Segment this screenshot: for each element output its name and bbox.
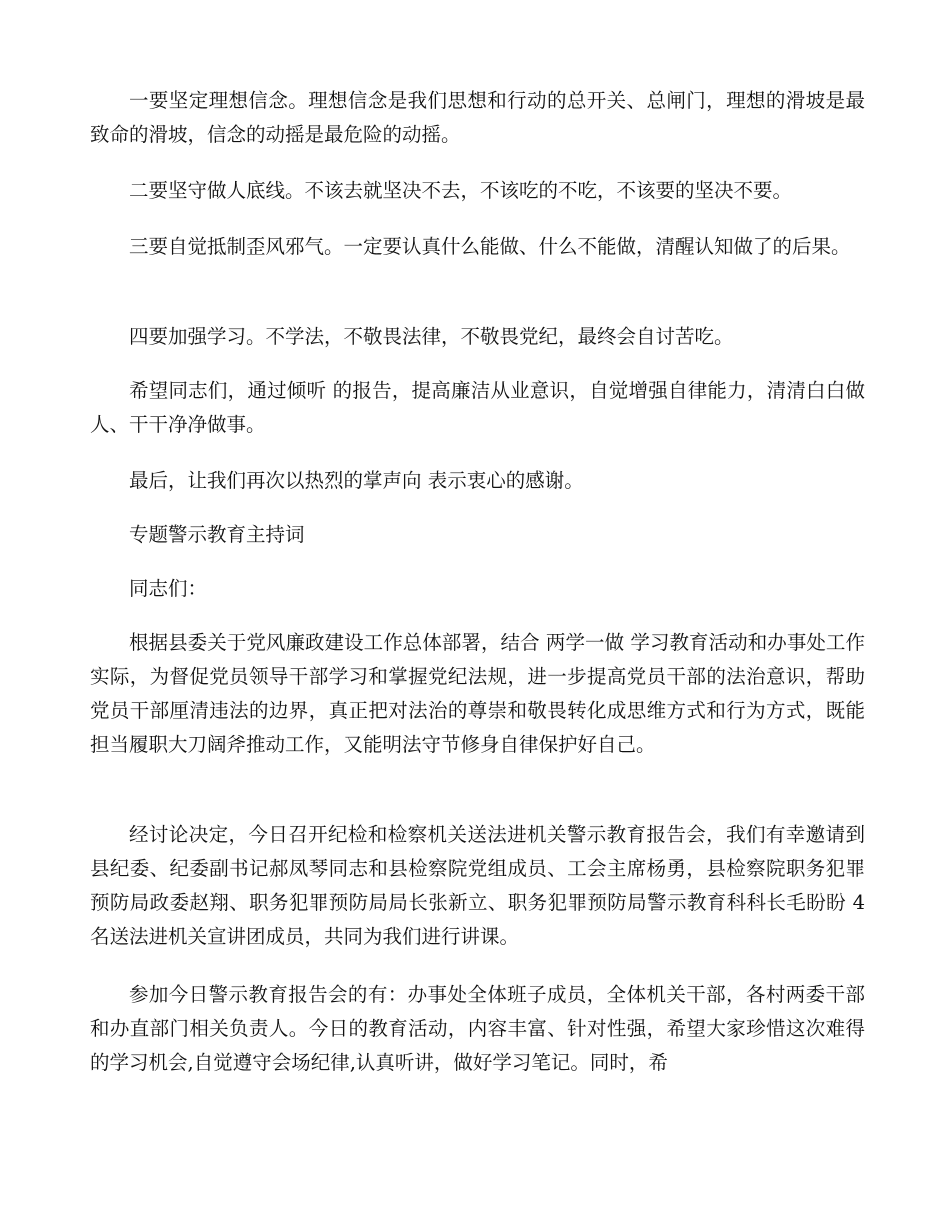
paragraph-hope: 希望同志们，通过倾听 的报告，提高廉洁从业意识，自觉增强自律能力，清清白白做人、干干净净做事。 <box>90 379 865 436</box>
paragraph-ideals: 一要坚定理想信念。理想信念是我们思想和行动的总开关、总闸门，理想的滑坡是最致命的滑坡，信念的动摇是最危险的动摇。 <box>90 89 865 146</box>
section-title: 专题警示教育主持词 <box>129 523 305 546</box>
paragraph-attendees: 参加今日警示教育报告会的有：办事处全体班子成员，全体机关干部，各村两委干部和办直部门相关负责人。今日的教育活动，内容丰富、针对性强，希望大家珍惜这次难得的学习机会,自觉遵守会场纪律,认真听讲，做好学习笔记。同时，希 <box>90 983 865 1074</box>
salutation: 同志们： <box>129 577 208 600</box>
paragraph-study: 四要加强学习。不学法，不敬畏法律，不敬畏党纪，最终会自讨苦吃。 <box>129 325 734 348</box>
paragraph-resist-wrong: 三要自觉抵制歪风邪气。一定要认真什么能做、什么不能做，清醒认知做了的后果。 <box>129 235 851 258</box>
paragraph-meeting-decision: 经讨论决定，今日召开纪检和检察机关送法进机关警示教育报告会，我们有幸邀请到县纪委、纪委副书记郝凤琴同志和县检察院党组成员、工会主席杨勇，县检察院职务犯罪预防局政委赵翔、职务犯罪预防局局长张新立、职务犯罪预防局警示教育科科长毛盼盼 4 名送法进机关宣讲团成员，共同为我们进行讲课。 <box>90 823 865 948</box>
paragraph-background: 根据县委关于党风廉政建设工作总体部署，结合 两学一做 学习教育活动和办事处工作实际，为督促党员领导干部学习和掌握党纪法规，进一步提高党员干部的法治意识，帮助党员干部厘清违法的边界，真正把对法治的尊崇和敬畏转化成思维方式和行为方式，既能担当履职大刀阔斧推动工作，又能明法守节修身自律保护好自己。 <box>90 631 865 756</box>
paragraph-bottom-line: 二要坚守做人底线。不该去就坚决不去，不该吃的不吃，不该要的坚决不要。 <box>129 179 793 202</box>
paragraph-thanks: 最后，让我们再次以热烈的掌声向 表示衷心的感谢。 <box>129 469 584 492</box>
